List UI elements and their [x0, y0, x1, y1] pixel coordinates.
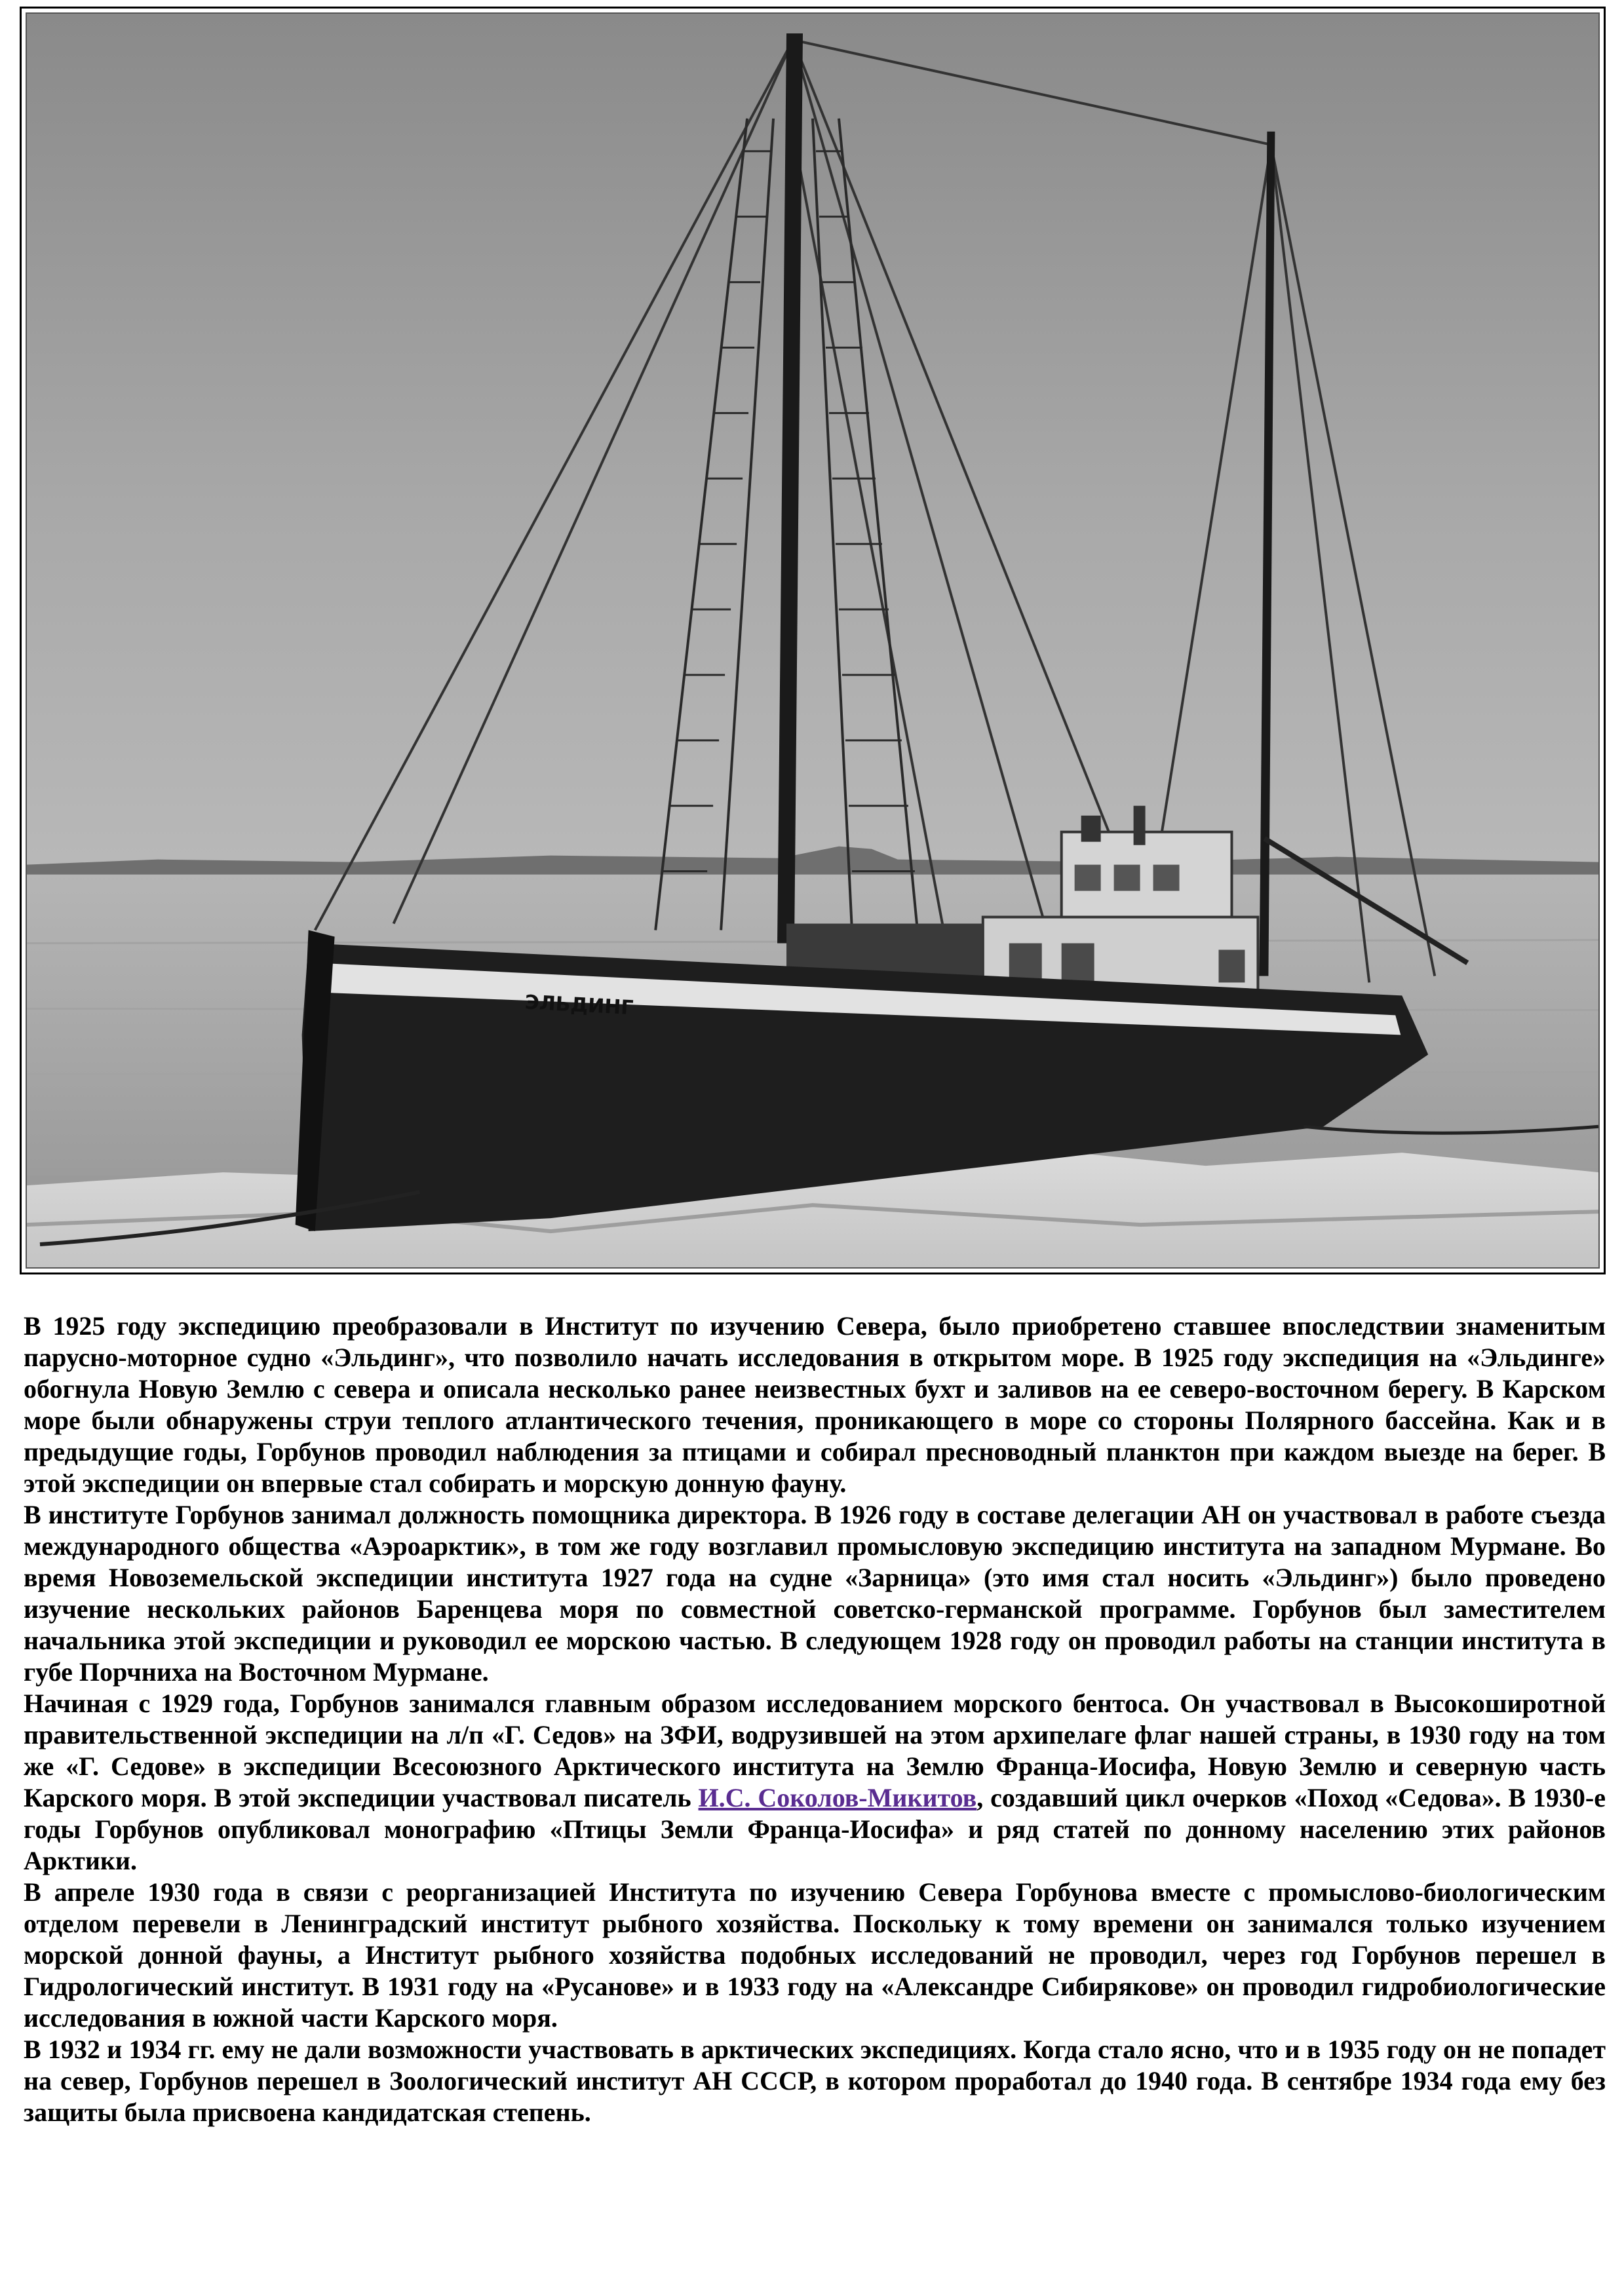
hull-name-text: ЭЛЬДИНГ: [524, 991, 634, 1020]
paragraph-3-start: Начиная с 1929 года, Горбунов занимался главным образом исследованием морского бентоса. Он участвовал в Высокоширотной правительственной экспедиции на л/п «Г. Седов» на ЗФИ, водрузившей на этом архипелаге флаг нашей страны, в 1930 году на том же «Г. Седове» в экспедиции Всесоюзного Арктического института на Землю Франца-Иосифа, Новую Землю и северную часть Карского моря. В этой экспедиции участвовал писатель: [24, 1689, 1606, 1812]
paragraph-5: В 1932 и 1934 гг. ему не дали возможности участвовать в арктических экспедициях. Когда стало ясно, что и в 1935 году он не попадет на север, Горбунов перешел в Зоологический институт АН СССР, в котором проработал до 1940 года. В сентябре 1934 года ему без защиты была присвоена кандидатская степень.: [24, 2035, 1606, 2127]
paragraph-4: В апреле 1930 года в связи с реорганизацией Института по изучению Севера Горбунова вместе с промыслово-биологическим отделом перевели в Ленинградский институт рыбного хозяйства. Поскольку к тому времени он занимался только изучением морской донной фауны, а Институт рыбного хозяйства подобных исследований не проводил, через год Горбунов перешел в Гидрологический институт. В 1931 году на «Русанове» и в 1933 году на «Александре Сибирякове» он проводил гидробиологические исследования в южной части Карского моря.: [24, 1877, 1606, 2033]
paragraph-2: В институте Горбунов занимал должность помощника директора. В 1926 году в составе делегации АН он участвовал в работе съезда международного общества «Аэроарктик», в том же году возглавил промысловую экспедицию института на западном Мурмане. Во время Новоземельской экспедиции института 1927 года на судне «Зарница» (это имя стал носить «Эльдинг») было проведено изучение нескольких районов Баренцева моря по совместной советско-германской программе. Горбунов был заместителем начальника этой экспедиции и руководил ее морскою частью. В следующем 1928 году он проводил работы на станции института в губе Порчниха на Восточном Мурмане.: [24, 1500, 1606, 1687]
paragraph-3-end: , создавший цикл очерков «Поход «Седова». В 1930-е годы Горбунов опубликовал монографию «Птицы Земли Франца-Иосифа» и ряд статей по донному населению этих районов Арктики.: [24, 1783, 1606, 1875]
ship-photo-frame: [20, 7, 1606, 1274]
paragraph-3: [24, 1688, 1606, 1877]
ship-photo: [26, 12, 1600, 1269]
sokolov-mikitov-link[interactable]: И.С. Соколов-Микитов: [698, 1783, 977, 1812]
paragraph-1: В 1925 году экспедицию преобразовали в Институт по изучению Севера, было приобретено ставшее впоследствии знаменитым парусно-моторное судно «Эльдинг», что позволило начать исследования в открытом море. В 1925 году экспедиция на «Эльдинге» обогнула Новую Землю с севера и описала несколько ранее неизвестных бухт и заливов на ее северо-восточном берегу. В Карском море были обнаружены струи теплого атлантического течения, проникающего в море со стороны Полярного бассейна. Как и в предыдущие годы, Горбунов проводил наблюдения за птицами и собирал пресноводный планктон при каждом выезде на берег. В этой экспедиции он впервые стал собирать и морскую донную фауну.: [24, 1311, 1606, 1498]
sailing-ship-illustration: [27, 14, 1598, 1267]
article-text: [24, 1311, 1606, 2128]
